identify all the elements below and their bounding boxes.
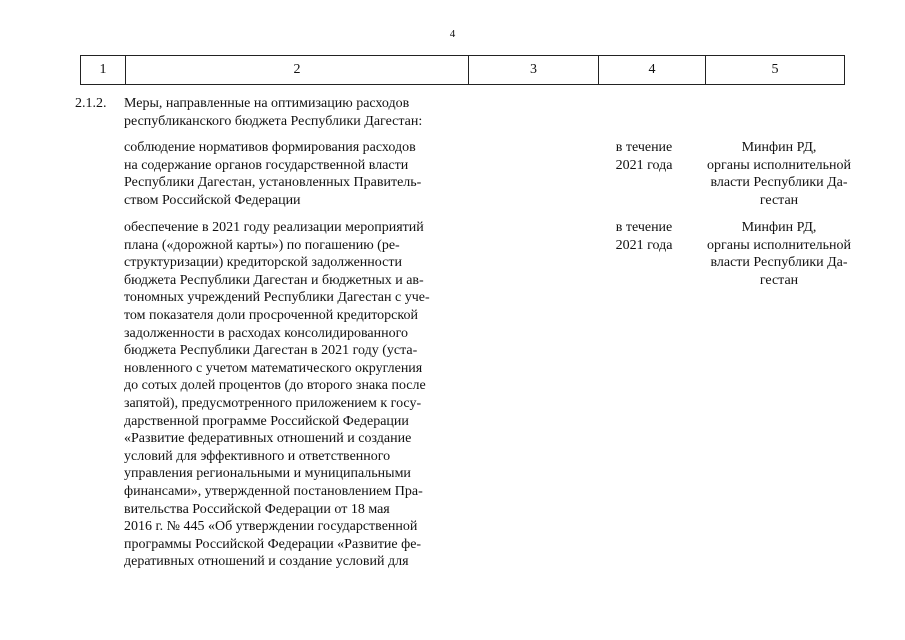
deadline-1: [600, 139, 688, 174]
text-line: деративных отношений и создание условий для: [124, 554, 409, 570]
column-header-4: 4: [599, 56, 706, 85]
text-line: условий для эффективного и ответственного: [124, 448, 391, 464]
deadline-2: [600, 219, 688, 254]
responsible-line: Минфин РД,: [741, 220, 817, 235]
column-header-5: 5: [706, 56, 845, 85]
column-header-table: [80, 55, 845, 85]
section-number: 2.1.2.: [75, 96, 107, 111]
text-line: том показателя доли просроченной кредиторской: [124, 307, 418, 323]
responsible-line: власти Республики Да-: [710, 175, 848, 191]
text-line: «Развитие федеративных отношений и создание: [124, 431, 412, 447]
column-header-1: 1: [81, 56, 126, 85]
deadline-line: в течение: [615, 220, 673, 235]
responsible-line: органы исполнительной: [706, 157, 852, 173]
deadline-line: в течение: [615, 140, 673, 155]
text-line: обеспечение в 2021 году реализации мероприятий: [124, 220, 424, 235]
responsible-line: власти Республики Да-: [710, 255, 848, 271]
text-line: тономных учреждений Республики Дагестан с уче-: [124, 290, 430, 306]
text-line: плана («дорожной карты») по погашению (ре-: [124, 237, 400, 253]
text-line: структуризации) кредиторской задолженности: [124, 255, 402, 271]
deadline-line: 2021 года: [615, 157, 673, 173]
responsible-line: Минфин РД,: [741, 140, 817, 155]
text-line: на содержание органов государственной власти: [124, 157, 409, 173]
column-header-3: 3: [469, 56, 599, 85]
responsible-2: [697, 219, 861, 289]
measure-text-2: [124, 219, 460, 571]
column-header-2: 2: [126, 56, 469, 85]
text-line: задолженности в расходах консолидированного: [124, 325, 409, 341]
text-line: запятой), предусмотренного приложением к госу-: [124, 395, 422, 411]
text-line: вительства Российской Федерации от 18 мая: [124, 501, 390, 517]
responsible-line: гестан: [759, 272, 799, 288]
text-line: дарственной программе Российской Федерации: [124, 413, 409, 429]
section-title: [124, 95, 460, 130]
text-line: соблюдение нормативов формирования расходов: [124, 140, 416, 155]
text-line: финансами», утвержденной постановлением Пра-: [124, 483, 423, 499]
responsible-line: гестан: [759, 192, 799, 208]
measure-text-1: [124, 139, 460, 209]
text-line: ством Российской Федерации: [124, 192, 301, 208]
text-line: Республики Дагестан, установленных Правитель-: [124, 175, 422, 191]
deadline-line: 2021 года: [615, 237, 673, 253]
page-number: 4: [449, 28, 456, 40]
text-line: управления региональными и муниципальными: [124, 466, 411, 482]
responsible-line: органы исполнительной: [706, 237, 852, 253]
column-header-row: [81, 56, 845, 85]
section-title-line: республиканского бюджета Республики Дагестан:: [124, 113, 423, 129]
responsible-1: [697, 139, 861, 209]
text-line: новленного с учетом математического округления: [124, 360, 423, 376]
text-line: 2016 г. № 445 «Об утверждении государственной: [124, 519, 418, 535]
section-title-line: Меры, направленные на оптимизацию расходов: [124, 96, 410, 111]
text-line: бюджета Республики Дагестан в 2021 году (уста-: [124, 343, 418, 359]
text-line: программы Российской Федерации «Развитие фе-: [124, 536, 422, 552]
text-line: до сотых долей процентов (до второго знака после: [124, 378, 426, 394]
text-line: бюджета Республики Дагестан и бюджетных и ав-: [124, 272, 424, 288]
